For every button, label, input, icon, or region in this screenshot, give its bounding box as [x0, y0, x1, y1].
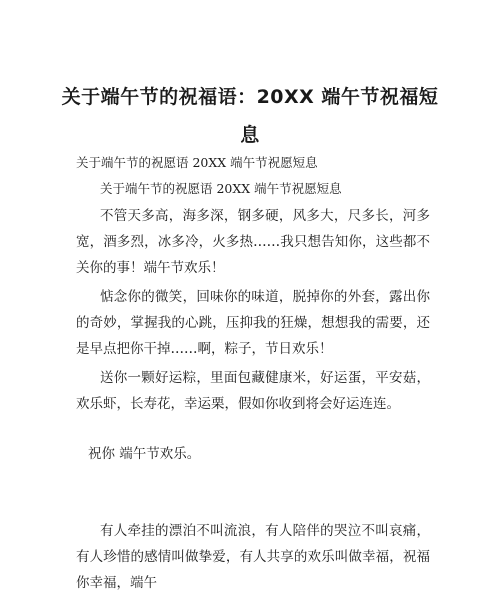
body-paragraph: 送你一颗好运粽，里面包藏健康米，好运蛋，平安菇， 欢乐虾，长寿花，幸运栗，假如你收到将会好运连连。 — [76, 370, 430, 412]
document-title: 关于端午节的祝福语：20XX 端午节祝福短息 — [61, 86, 439, 146]
subtitle-line: 关于端午节的祝愿语 20XX 端午节祝愿短息 — [76, 155, 318, 170]
wish-line: 祝你 端午节欢乐。 — [88, 446, 201, 462]
body-paragraph: 不管天多高，海多深，钢多硬，风多大，尺多长，河多 宽，酒多烈，冰多冷，火多热……我只想告知你，这些都不 关你的事！端午节欢乐！ — [76, 208, 430, 276]
body-paragraph: 有人牵挂的漂泊不叫流浪，有人陪伴的哭泣不叫哀痛， 有人珍惜的感情叫做挚爱，有人共享的欢乐叫做幸福，祝福 你幸福，端午 — [76, 523, 430, 591]
body-paragraph: 惦念你的微笑，回味你的味道，脱掉你的外套，露出你 的奇妙，掌握我的心跳，压抑我的狂燥，想想我的需要，还 是早点把你干掉……啊，粽子，节日欢乐！ — [76, 289, 430, 357]
subtitle-line-indented: 关于端午节的祝愿语 20XX 端午节祝愿短息 — [100, 181, 342, 196]
